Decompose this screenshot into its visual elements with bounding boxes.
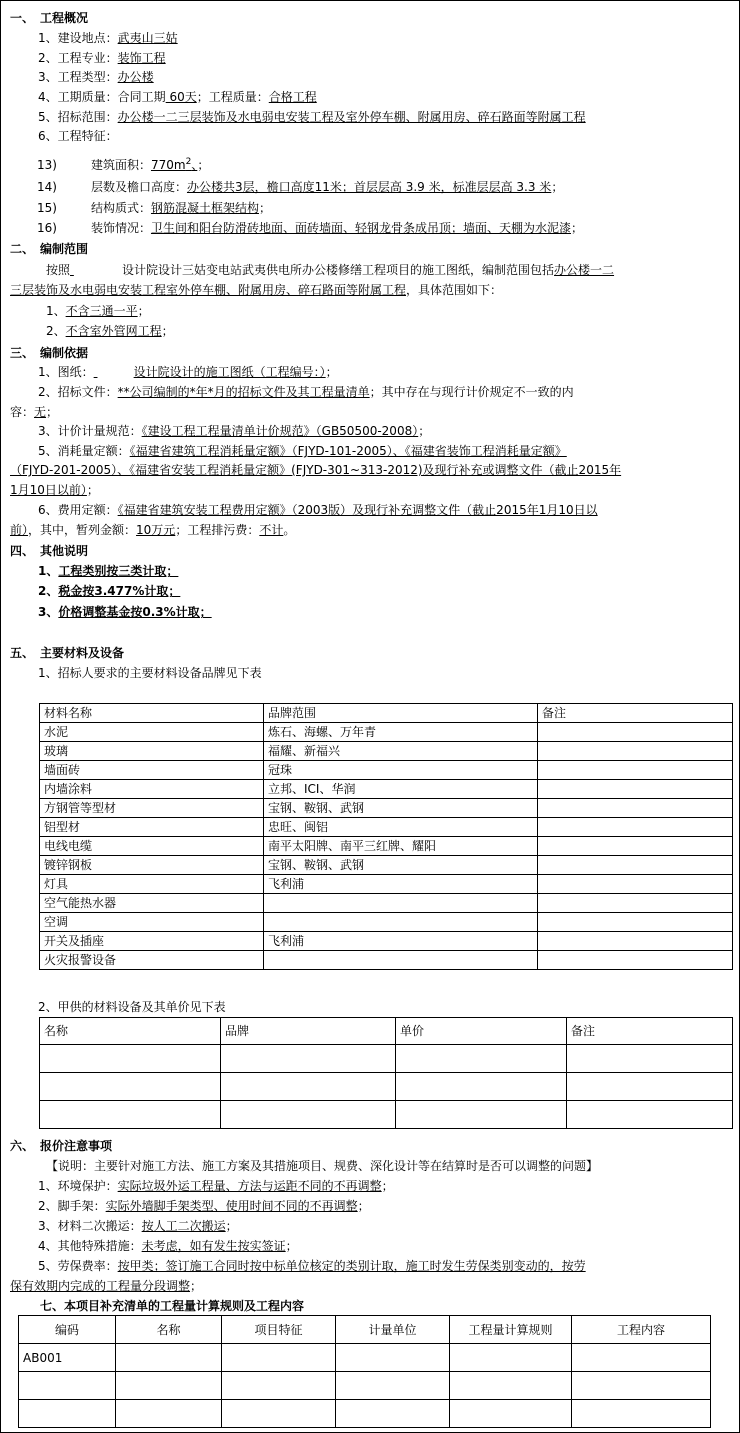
brand-table-header-cell: 材料名称 <box>40 704 264 723</box>
brand-table-row <box>40 894 733 913</box>
brand-table-cell: 飞利浦 <box>264 875 538 894</box>
owner-table-cell <box>396 1101 567 1129</box>
basis-tender-docs-cont: 容：无； <box>10 405 59 419</box>
owner-table-cell <box>221 1045 396 1073</box>
materials-intro: 1、招标人要求的主要材料设备品牌见下表 <box>38 666 262 680</box>
section-7-title: 七、本项目补充清单的工程量计算规则及工程内容 <box>40 1299 305 1313</box>
pricing-special-measures: 4、其他特殊措施：未考虑，如有发生按实签证； <box>38 1239 298 1253</box>
brand-table-cell: 玻璃 <box>40 742 264 761</box>
bill-table-cell <box>116 1400 222 1428</box>
other-note-1: 1、工程类别按三类计取； <box>38 564 179 578</box>
bill-table-cell <box>222 1372 336 1400</box>
brand-table-cell: 南平太阳牌、南平三红牌、耀阳 <box>264 837 538 856</box>
owner-table-header-cell: 单价 <box>396 1018 567 1045</box>
scope-paragraph-line-2: 三层装饰及水电弱电安装工程室外停车棚、附属用房、碎石路面等附属工程，具体范围如下： <box>10 283 503 297</box>
owner-table-cell <box>40 1073 221 1101</box>
bill-table-row <box>19 1400 711 1428</box>
duration-quality: 4、工期质量：合同工期 60天；工程质量：合格工程 <box>38 90 317 104</box>
pricing-notes-description: 【说明：主要针对施工方法、施工方案及其措施项目、规费、深化设计等在结算时是否可以调整的问题】 <box>46 1159 599 1173</box>
owner-table-row <box>40 1073 733 1101</box>
brand-table-header-cell: 备注 <box>538 704 733 723</box>
bill-table-cell: AB001 <box>19 1344 116 1372</box>
basis-tender-docs: 2、招标文件：**公司编制的*年*月的招标文件及其工程量清单；其中存在与现行计价规定不一致的内 <box>38 385 574 399</box>
brand-requirement-table <box>39 703 733 970</box>
brand-table-cell <box>264 894 538 913</box>
scope-paragraph-line-1: 按照 设计院设计三姑变电站武夷供电所办公楼修缮工程项目的施工图纸，编制范围包括办公楼一二 <box>46 263 615 277</box>
brand-table-cell: 内墙涂料 <box>40 780 264 799</box>
brand-table-cell: 开关及插座 <box>40 932 264 951</box>
basis-consumption-quota-cont: （FJYD-201-2005）、《福建省安装工程消耗量定额》(FJYD-301~313-2012)及现行补充或调整文件（截止2015年 <box>10 463 622 477</box>
scope-item-1: 1、不含三通一平； <box>46 304 150 318</box>
owner-table-cell <box>396 1073 567 1101</box>
bill-table-cell <box>450 1372 572 1400</box>
owner-table-cell <box>567 1045 733 1073</box>
brand-table-cell: 宝钢、鞍钢、武钢 <box>264 856 538 875</box>
feature-15: 15) 结构质式：钢筋混凝土框架结构； <box>37 201 271 215</box>
basis-pricing-spec: 3、计价计量规范：《建设工程工程量清单计价规范》（GB50500-2008）； <box>38 424 431 438</box>
bill-table-cell <box>116 1344 222 1372</box>
owner-table-header-cell: 备注 <box>567 1018 733 1045</box>
brand-table-row <box>40 856 733 875</box>
section-6-title: 六、 报价注意事项 <box>10 1139 113 1153</box>
brand-table-cell <box>264 951 538 970</box>
brand-table-row <box>40 761 733 780</box>
brand-table-row <box>40 799 733 818</box>
brand-table-cell: 立邦、ICI、华润 <box>264 780 538 799</box>
brand-table-row <box>40 837 733 856</box>
section-1-title: 一、 工程概况 <box>10 11 89 25</box>
owner-table-header-row <box>40 1018 733 1045</box>
bill-table-header-cell: 项目特征 <box>222 1316 336 1344</box>
brand-table-cell: 水泥 <box>40 723 264 742</box>
brand-table-cell <box>538 837 733 856</box>
bill-table-header-row <box>19 1316 711 1344</box>
owner-table-cell <box>40 1045 221 1073</box>
bill-table-cell <box>336 1344 450 1372</box>
bill-table-cell <box>19 1372 116 1400</box>
pricing-labor-insurance: 5、劳保费率：按甲类；签订施工合同时按中标单位核定的类别计取，施工时发生劳保类别变动的，按劳 <box>38 1259 586 1273</box>
bill-table-cell <box>450 1400 572 1428</box>
tender-scope: 5、招标范围：办公楼一二三层装饰及水电弱电安装工程及室外停车棚、附属用房、碎石路面等附属工程 <box>38 110 586 124</box>
brand-table-cell: 方钢管等型材 <box>40 799 264 818</box>
owner-table-cell <box>567 1073 733 1101</box>
brand-table-row <box>40 742 733 761</box>
other-note-2: 2、税金按3.477%计取； <box>38 584 181 598</box>
basis-consumption-quota: 5、消耗量定额：《福建省建筑工程消耗量定额》（FJYD-101-2005）、《福建省装饰工程消耗量定额》 <box>38 444 567 458</box>
brand-table-cell <box>264 913 538 932</box>
bill-table-header-cell: 名称 <box>116 1316 222 1344</box>
brand-table-cell: 宝钢、鞍钢、武钢 <box>264 799 538 818</box>
feature-16: 16) 装饰情况：卫生间和阳台防滑砖地面、面砖墙面、轻钢龙骨条成吊顶；墙面、天棚为水泥漆； <box>37 221 583 235</box>
owner-table-cell <box>396 1045 567 1073</box>
brand-table-cell <box>538 951 733 970</box>
section-2-title: 二、 编制范围 <box>10 242 89 256</box>
brand-table-cell <box>538 875 733 894</box>
project-features-label: 6、工程特征： <box>38 129 118 143</box>
brand-table-row <box>40 818 733 837</box>
brand-table-cell <box>538 742 733 761</box>
bill-table-cell <box>572 1344 711 1372</box>
brand-table-cell <box>538 818 733 837</box>
brand-table-header-row <box>40 704 733 723</box>
supplementary-bill-table <box>18 1315 711 1428</box>
bill-table-cell <box>116 1372 222 1400</box>
bill-table-cell <box>336 1372 450 1400</box>
brand-table-cell <box>538 723 733 742</box>
owner-table-header-cell: 名称 <box>40 1018 221 1045</box>
bill-table-cell <box>572 1372 711 1400</box>
brand-table-cell <box>538 780 733 799</box>
brand-table-cell: 冠珠 <box>264 761 538 780</box>
basis-consumption-quota-end: 1月10日以前）； <box>10 483 99 497</box>
brand-table-cell: 空气能热水器 <box>40 894 264 913</box>
build-site: 1、建设地点：武夷山三姑 <box>38 31 178 45</box>
feature-13: 13) 建筑面积：$770m^2$、； <box>37 157 210 172</box>
bill-table-cell <box>222 1344 336 1372</box>
owner-supplied-table <box>39 1017 733 1129</box>
section-5-title: 五、 主要材料及设备 <box>10 646 125 660</box>
brand-table-row <box>40 780 733 799</box>
bill-table-cell <box>450 1344 572 1372</box>
bill-table-cell <box>19 1400 116 1428</box>
pricing-labor-insurance-cont: 保有效期内完成的工程量分段调整； <box>10 1279 203 1293</box>
brand-table-cell: 福耀、新福兴 <box>264 742 538 761</box>
brand-table-cell: 飞利浦 <box>264 932 538 951</box>
owner-table-cell <box>221 1073 396 1101</box>
brand-table-cell: 铝型材 <box>40 818 264 837</box>
bill-table-cell <box>572 1400 711 1428</box>
bill-table-row <box>19 1344 711 1372</box>
pricing-secondary-transport: 3、材料二次搬运：按人工二次搬运； <box>38 1219 238 1233</box>
bill-table-header-cell: 工程量计算规则 <box>450 1316 572 1344</box>
brand-table-row <box>40 913 733 932</box>
basis-drawings: 1、图纸： 设计院设计的施工图纸（工程编号：）； <box>38 365 338 379</box>
brand-table-cell <box>538 932 733 951</box>
brand-table-cell: 忠旺、闽铝 <box>264 818 538 837</box>
brand-table-cell: 灯具 <box>40 875 264 894</box>
basis-fee-quota-cont: 前），其中，暂列金额：10万元；工程排污费：不计。 <box>10 523 296 537</box>
brand-table-row <box>40 951 733 970</box>
bill-table-row <box>19 1372 711 1400</box>
bill-table-cell <box>222 1400 336 1428</box>
feature-14: 14) 层数及檐口高度：办公楼共3层，檐口高度11米；首层层高 3.9 米，标准层层高 3.3 米； <box>37 180 564 194</box>
owner-table-cell <box>567 1101 733 1129</box>
owner-table-cell <box>40 1101 221 1129</box>
brand-table-row <box>40 932 733 951</box>
scope-item-2: 2、不含室外管网工程； <box>46 324 174 338</box>
owner-supplied-intro: 2、甲供的材料设备及其单价见下表 <box>38 1000 226 1014</box>
brand-table-cell: 镀锌钢板 <box>40 856 264 875</box>
bill-table-cell <box>336 1400 450 1428</box>
brand-table-cell <box>538 761 733 780</box>
brand-table-cell: 火灾报警设备 <box>40 951 264 970</box>
brand-table-cell: 空调 <box>40 913 264 932</box>
project-type: 3、工程类型：办公楼 <box>38 70 154 84</box>
basis-fee-quota: 6、费用定额：《福建省建筑安装工程费用定额》（2003版）及现行补充调整文件（截止2015年1月10日以 <box>38 503 598 517</box>
brand-table-cell: 墙面砖 <box>40 761 264 780</box>
owner-table-row <box>40 1045 733 1073</box>
owner-table-header-cell: 品牌 <box>221 1018 396 1045</box>
bill-table-header-cell: 工程内容 <box>572 1316 711 1344</box>
brand-table-cell: 炼石、海螺、万年青 <box>264 723 538 742</box>
brand-table-cell <box>538 913 733 932</box>
brand-table-cell <box>538 799 733 818</box>
owner-table-row <box>40 1101 733 1129</box>
brand-table-cell <box>538 856 733 875</box>
project-specialty: 2、工程专业：装饰工程 <box>38 51 166 65</box>
brand-table-cell: 电线电缆 <box>40 837 264 856</box>
pricing-scaffolding: 2、脚手架：实际外墙脚手架类型、使用时间不同的不再调整； <box>38 1199 370 1213</box>
owner-table-cell <box>221 1101 396 1129</box>
other-note-3: 3、价格调整基金按0.3%计取； <box>38 605 212 619</box>
section-4-title: 四、 其他说明 <box>10 544 89 558</box>
brand-table-row <box>40 723 733 742</box>
pricing-env-protection: 1、环境保护：实际垃圾外运工程量、方法与运距不同的不再调整； <box>38 1179 394 1193</box>
section-3-title: 三、 编制依据 <box>10 346 89 360</box>
brand-table-cell <box>538 894 733 913</box>
brand-table-row <box>40 875 733 894</box>
bill-table-header-cell: 计量单位 <box>336 1316 450 1344</box>
brand-table-header-cell: 品牌范围 <box>264 704 538 723</box>
bill-table-header-cell: 编码 <box>19 1316 116 1344</box>
